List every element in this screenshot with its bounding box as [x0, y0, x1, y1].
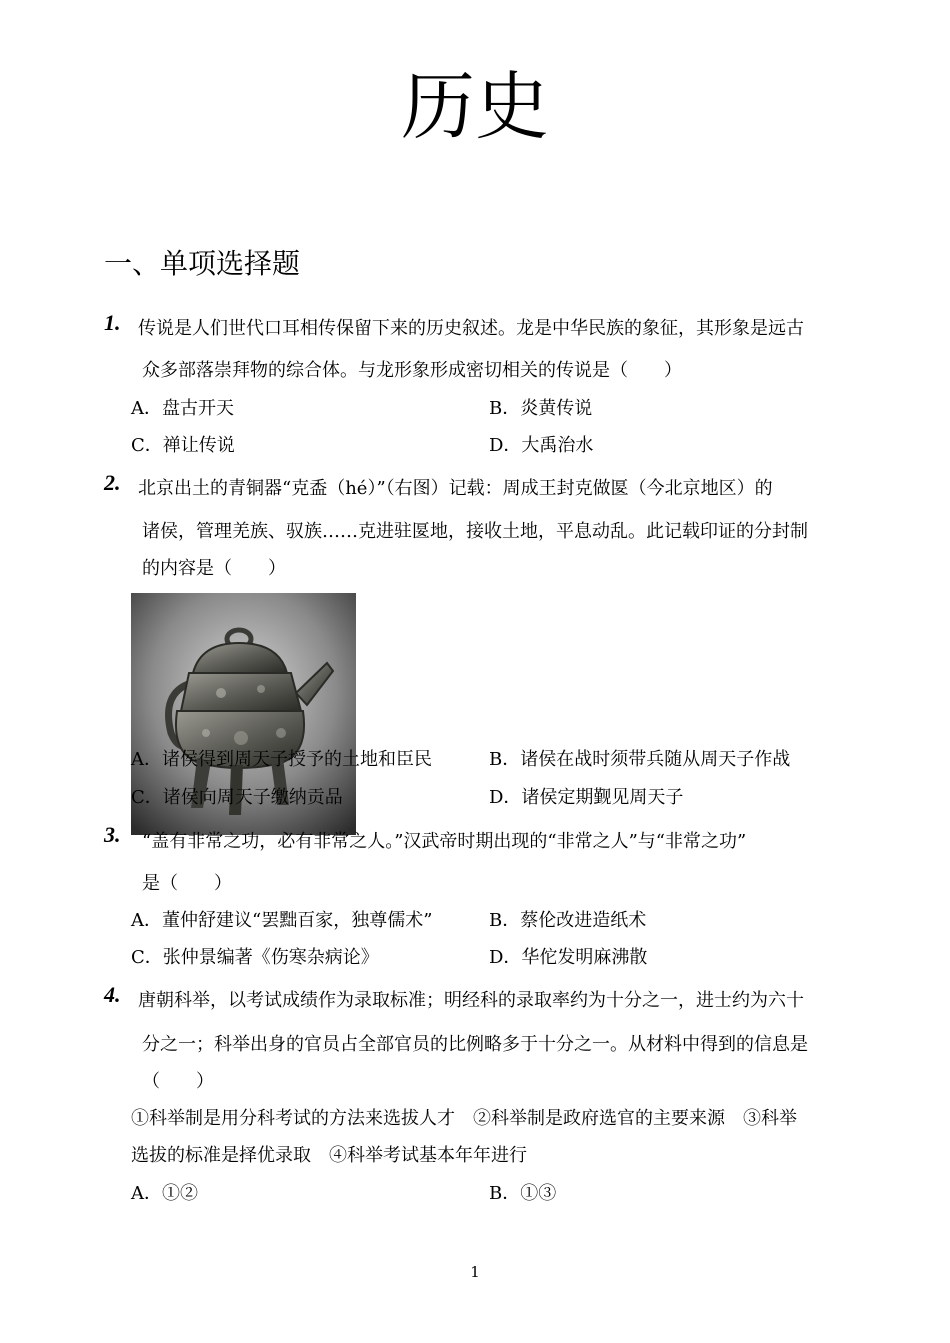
statement-line: 选拔的标准是择优录取 ④科举考试基本年年进行: [131, 1145, 527, 1166]
option-a: A．董仲舒建议“罢黜百家，独尊儒术”: [131, 910, 433, 931]
question-number: 1.: [104, 310, 121, 335]
option-a: A．诸侯得到周天子授予的土地和臣民: [131, 749, 432, 770]
question-text-line: 是（ ）: [142, 873, 232, 894]
question-text-line: 诸侯，管理羌族、驭族……克进驻匽地，接收土地，平息动乱。此记载印证的分封制: [142, 521, 808, 542]
option-b: B．蔡伦改进造纸术: [489, 910, 647, 931]
question-text-line: 分之一；科举出身的官员占全部官员的比例略多于十分之一。从材料中得到的信息是: [142, 1034, 808, 1055]
option-b: B．炎黄传说: [489, 398, 593, 419]
question-number: 3.: [104, 822, 121, 847]
question-text-line: 的内容是（ ）: [142, 558, 286, 579]
statement-line: ①科举制是用分科考试的方法来选拔人才 ②科举制是政府选官的主要来源 ③科举: [131, 1108, 797, 1129]
question-text-line: 北京出土的青铜器“克盉（hé）”（右图）记载：周成王封克做匽（今北京地区）的: [138, 478, 773, 499]
question-text-line: 唐朝科举，以考试成绩作为录取标准；明经科的录取率约为十分之一，进士约为六十: [138, 990, 804, 1011]
question-number: 2.: [104, 470, 121, 495]
option-c: C．张仲景编著《伤寒杂病论》: [131, 947, 379, 968]
option-c: C．诸侯向周天子缴纳贡品: [131, 787, 343, 808]
option-a: A．①②: [131, 1183, 198, 1204]
question-text-line: “盖有非常之功，必有非常之人。”汉武帝时期出现的“非常之人”与“非常之功”: [142, 831, 747, 852]
question-text-line: 众多部落崇拜物的综合体。与龙形象形成密切相关的传说是（ ）: [142, 360, 682, 381]
option-d: D．诸侯定期觐见周天子: [489, 787, 684, 808]
question-number: 4.: [104, 982, 121, 1007]
question-text-line: （ ）: [142, 1071, 214, 1092]
page-number: 1: [470, 1263, 480, 1281]
question-text-line: 传说是人们世代口耳相传保留下来的历史叙述。龙是中华民族的象征，其形象是远古: [138, 318, 804, 339]
option-b: B．诸侯在战时须带兵随从周天子作战: [489, 749, 791, 770]
option-c: C．禅让传说: [131, 435, 235, 456]
option-d: D．大禹治水: [489, 435, 594, 456]
section-heading: 一、单项选择题: [104, 247, 301, 280]
option-d: D．华佗发明麻沸散: [489, 947, 648, 968]
option-a: A．盘古开天: [131, 398, 234, 419]
option-b: B．①③: [489, 1183, 557, 1204]
page-title: 历史: [401, 64, 549, 150]
